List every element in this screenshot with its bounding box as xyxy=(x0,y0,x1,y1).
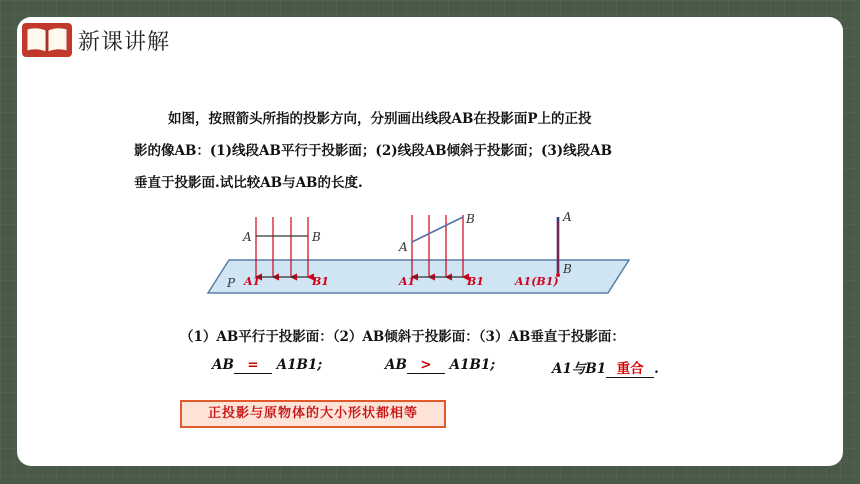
svg-text:A1: A1 xyxy=(399,275,416,288)
figure-inclined xyxy=(398,212,484,288)
answer-3: A1与B1 重合 . xyxy=(552,357,659,378)
svg-text:B: B xyxy=(312,230,321,244)
answer-2: AB > A1B1; xyxy=(385,357,496,373)
problem-line-3: 垂直于投影面.试比较AB与AB的长度. xyxy=(134,175,363,191)
book-icon xyxy=(22,23,72,57)
svg-text:A1: A1 xyxy=(244,275,261,288)
conclusion-box: 正投影与原物体的大小形状都相等 xyxy=(180,400,446,428)
answer-1: AB = A1B1; xyxy=(212,357,323,373)
problem-text xyxy=(134,103,690,199)
svg-text:B1: B1 xyxy=(312,275,329,288)
plane-label: P xyxy=(227,276,236,290)
answer-1-blank: = xyxy=(234,357,272,374)
problem-line-2: 影的像AB：(1)线段AB平行于投影面；(2)线段AB倾斜于投影面；(3)线段AB xyxy=(134,143,613,159)
header-title: 新课讲解 xyxy=(78,29,171,55)
svg-text:B: B xyxy=(563,262,572,276)
answers-row-1: （1）AB平行于投影面：（2）AB倾斜于投影面：（3）AB垂直于投影面： xyxy=(180,329,625,345)
svg-text:A: A xyxy=(399,240,408,254)
svg-text:A1(B1): A1(B1) xyxy=(515,275,559,288)
section-header xyxy=(22,22,170,58)
svg-text:A: A xyxy=(563,210,572,224)
answer-2-blank: > xyxy=(407,357,445,374)
svg-text:B1: B1 xyxy=(467,275,484,288)
svg-text:A: A xyxy=(243,230,252,244)
problem-line-1: 如图，按照箭头所指的投影方向，分别画出线段AB在投影面P上的正投 xyxy=(168,111,592,127)
figure-parallel xyxy=(242,217,329,288)
projection-figure xyxy=(205,205,635,305)
answer-3-blank: 重合 xyxy=(606,357,654,378)
svg-text:B: B xyxy=(466,212,475,226)
